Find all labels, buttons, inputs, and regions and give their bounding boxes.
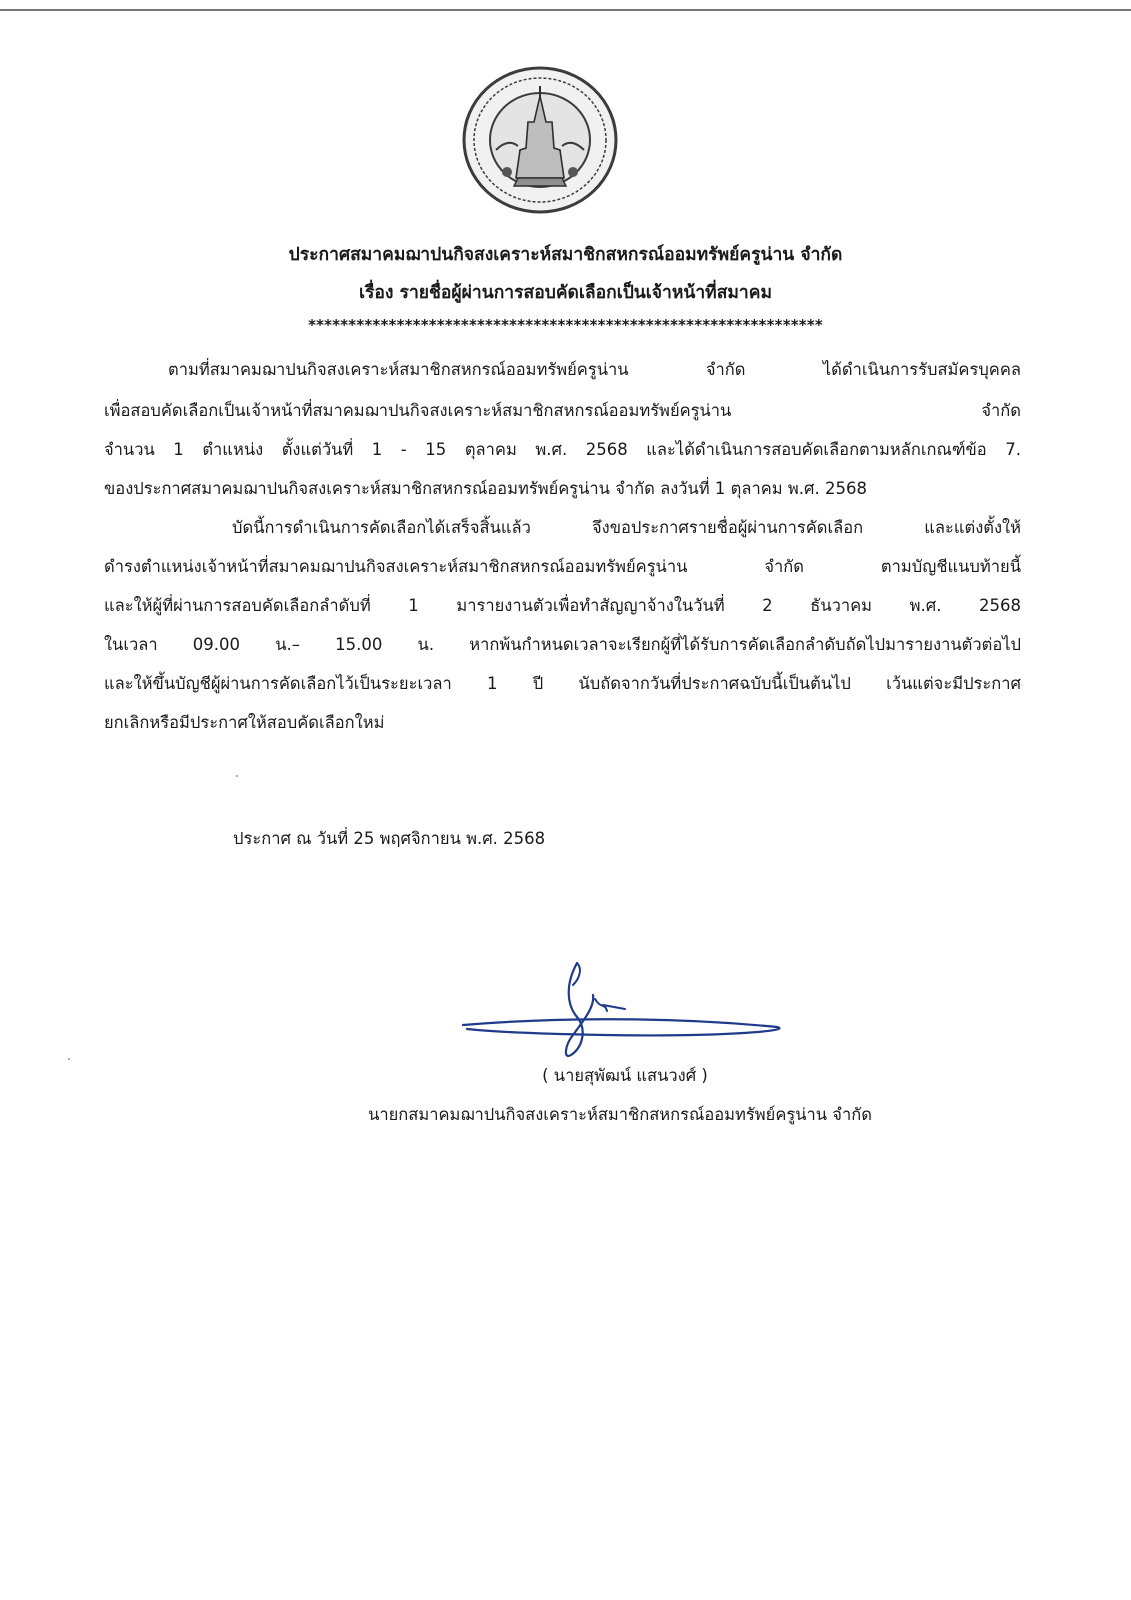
body-paragraph-line: และให้ผู้ที่ผ่านการสอบคัดเลือกลำดับที่ 1 มารายงานตัวเพื่อทำสัญญาจ้างในวันที่ 2 ธันวาคม พ.ศ. 2568 [104, 596, 1021, 615]
document-title: ประกาศสมาคมฌาปนกิจสงเคราะห์สมาชิกสหกรณ์ออมทรัพย์ครูน่าน จำกัด [288, 245, 843, 265]
signer-name: ( นายสุพัฒน์ แสนวงศ์ ) [542, 1066, 708, 1085]
document-subject: เรื่อง รายชื่อผู้ผ่านการสอบคัดเลือกเป็นเจ้าหน้าที่สมาคม [359, 283, 772, 303]
scan-speck [236, 775, 238, 777]
body-paragraph-line: จำนวน 1 ตำแหน่ง ตั้งแต่วันที่ 1 - 15 ตุลาคม พ.ศ. 2568 และได้ดำเนินการสอบคัดเลือกตามหลักเกณฑ์ข้อ 7. [104, 440, 1021, 459]
scan-speck [68, 1058, 70, 1060]
body-paragraph-line: บัดนี้การดำเนินการคัดเลือกได้เสร็จสิ้นแล้ว จึงขอประกาศรายชื่อผู้ผ่านการคัดเลือก และแต่งตั้งให้ [232, 518, 1021, 537]
asterisk-separator: **************************************************************** [308, 316, 823, 334]
signer-position: นายกสมาคมฌาปนกิจสงเคราะห์สมาชิกสหกรณ์ออมทรัพย์ครูน่าน จำกัด [368, 1105, 872, 1124]
body-paragraph-line: ในเวลา 09.00 น.– 15.00 น. หากพ้นกำหนดเวลาจะเรียกผู้ที่ได้รับการคัดเลือกลำดับถัดไปมารายงานตัวต่อไป [104, 635, 1021, 654]
handwritten-signature-icon [455, 955, 790, 1070]
body-paragraph-line: ของประกาศสมาคมฌาปนกิจสงเคราะห์สมาชิกสหกรณ์ออมทรัพย์ครูน่าน จำกัด ลงวันที่ 1 ตุลาคม พ.ศ. 2568 [104, 479, 867, 498]
page-top-rule [0, 9, 1131, 11]
association-seal-icon [460, 64, 620, 216]
announcement-date: ประกาศ ณ วันที่ 25 พฤศจิกายน พ.ศ. 2568 [233, 829, 546, 848]
body-paragraph-line: และให้ขึ้นบัญชีผู้ผ่านการคัดเลือกไว้เป็นระยะเวลา 1 ปี นับถัดจากวันที่ประกาศฉบับนี้เป็นต้นไป เว้นแต่จะมีประกาศ [104, 674, 1021, 693]
body-paragraph-line: ตามที่สมาคมฌาปนกิจสงเคราะห์สมาชิกสหกรณ์ออมทรัพย์ครูน่าน จำกัด ได้ดำเนินการรับสมัครบุคคล [168, 360, 1021, 379]
body-paragraph-line: ยกเลิกหรือมีประกาศให้สอบคัดเลือกใหม่ [104, 713, 385, 732]
body-paragraph-line: เพื่อสอบคัดเลือกเป็นเจ้าหน้าที่สมาคมฌาปนกิจสงเคราะห์สมาชิกสหกรณ์ออมทรัพย์ครูน่าน จำกัด [104, 401, 1021, 420]
body-paragraph-line: ดำรงตำแหน่งเจ้าหน้าที่สมาคมฌาปนกิจสงเคราะห์สมาชิกสหกรณ์ออมทรัพย์ครูน่าน จำกัด ตามบัญชีแนบท้ายนี้ [104, 557, 1021, 576]
